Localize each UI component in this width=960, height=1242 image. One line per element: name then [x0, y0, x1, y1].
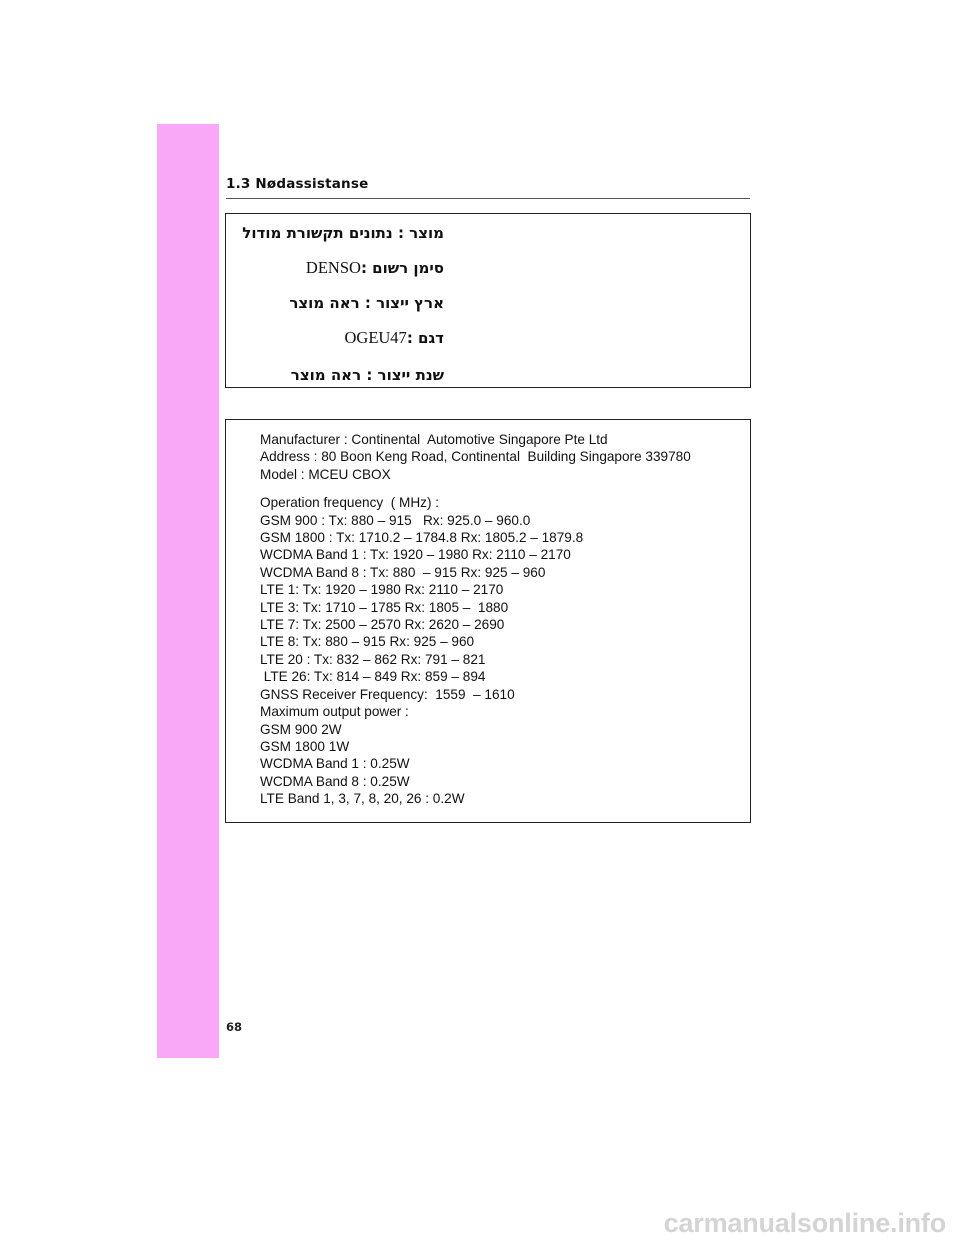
hebrew-brand-line [306, 258, 444, 278]
address-line: Address : 80 Boon Keng Road, Continental Building Singapore 339780 [260, 449, 691, 465]
english-info-box [225, 419, 751, 823]
model-label: דגם : [406, 329, 444, 347]
model-value: OGEU47 [344, 328, 407, 347]
frequency-line: LTE 3: Tx: 1710 – 1785 Rx: 1805 – 1880 [260, 599, 509, 615]
frequency-line: GSM 1800 : Tx: 1710.2 – 1784.8 Rx: 1805.2 – 1879.8 [260, 530, 584, 546]
frequency-line: LTE 26: Tx: 814 – 849 Rx: 859 – 894 [260, 669, 486, 685]
brand-label: סימן רשום : [360, 259, 444, 277]
model-line: Model : MCEU CBOX [260, 466, 391, 482]
frequency-line: WCDMA Band 8 : Tx: 880 – 915 Rx: 925 – 960 [260, 564, 546, 580]
page-number: 68 [226, 1020, 243, 1034]
watermark: carmanualsonline.info [663, 1208, 946, 1238]
hebrew-product-line: מוצר : נתונים תקשורת מודול [242, 224, 444, 242]
hebrew-origin-line: ארץ ייצור : ראה מוצר [289, 294, 444, 312]
hebrew-year-line: שנת ייצור : ראה מוצר [290, 366, 444, 384]
frequency-line: LTE 8: Tx: 880 – 915 Rx: 925 – 960 [260, 634, 475, 650]
power-line: WCDMA Band 1 : 0.25W [260, 756, 410, 772]
brand-value: DENSO [305, 258, 361, 277]
frequency-line: LTE 20 : Tx: 832 – 862 Rx: 791 – 821 [260, 651, 486, 667]
power-line: GSM 1800 1W [260, 738, 350, 754]
power-line: GSM 900 2W [260, 721, 342, 737]
manufacturer-line: Manufacturer : Continental Automotive Singapore Pte Ltd [260, 432, 608, 447]
hebrew-model-line [344, 328, 444, 348]
frequency-line: GSM 900 : Tx: 880 – 915 Rx: 925.0 – 960.0 [260, 512, 531, 528]
max-power-heading: Maximum output power : [260, 704, 409, 720]
frequency-line: WCDMA Band 1 : Tx: 1920 – 1980 Rx: 2110 – 2170 [260, 547, 571, 563]
operation-frequency-heading: Operation frequency ( MHz) : [260, 495, 440, 511]
section-title: 1.3 Nødassistanse [226, 176, 369, 192]
power-line: LTE Band 1, 3, 7, 8, 20, 26 : 0.2W [260, 791, 465, 807]
power-line: WCDMA Band 8 : 0.25W [260, 773, 410, 789]
frequency-line: LTE 7: Tx: 2500 – 2570 Rx: 2620 – 2690 [260, 617, 505, 633]
chapter-side-tab [157, 124, 219, 1058]
hebrew-info-box [225, 213, 751, 388]
spacer [260, 483, 691, 494]
english-text-block [260, 431, 691, 808]
title-divider [226, 198, 750, 199]
frequency-line: GNSS Receiver Frequency: 1559 – 1610 [260, 686, 515, 702]
frequency-line: LTE 1: Tx: 1920 – 1980 Rx: 2110 – 2170 [260, 582, 504, 598]
